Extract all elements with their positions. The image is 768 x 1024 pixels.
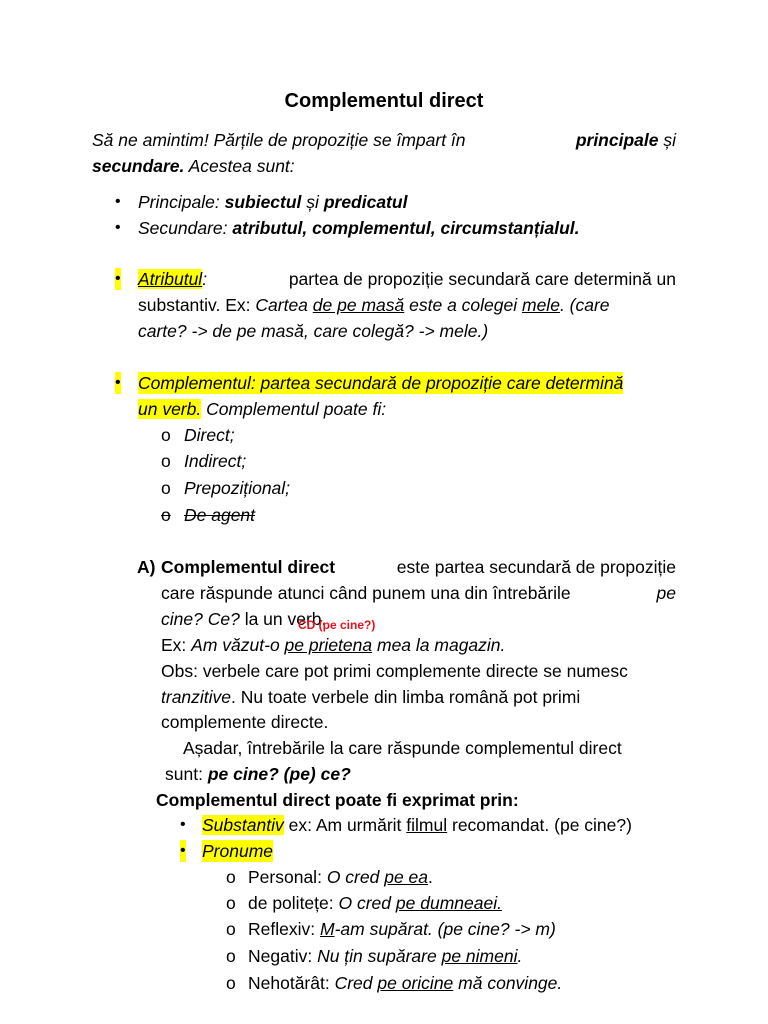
circle-bullet-icon: o <box>226 893 236 913</box>
text: . <box>517 946 523 966</box>
list-text: și <box>306 192 319 212</box>
intro-bold-secundare: secundare. <box>92 156 185 176</box>
pronoun-personal <box>248 866 433 888</box>
circle-bullet-icon: o <box>226 946 236 966</box>
pronoun-nehotarat <box>248 972 562 994</box>
text: tranzitive <box>161 687 232 707</box>
underlined-example: pe prietena <box>284 635 373 655</box>
circle-bullet-icon: o <box>226 867 236 887</box>
section-a-line-1 <box>161 556 676 578</box>
atribut-line-3: carte? -> de pe masă, care colegă? -> mele.) <box>138 321 489 341</box>
colon: : <box>202 269 208 289</box>
highlight-label: Substantiv <box>202 815 284 835</box>
underlined-example: pe dumneaei. <box>395 893 502 913</box>
text: Negativ: <box>248 946 313 966</box>
list-bold: atributul, complementul, circumstanțialul. <box>232 218 580 238</box>
text: Nehotărât: <box>248 973 330 993</box>
text: sunt: <box>165 764 203 784</box>
pronoun-reflexiv <box>248 918 556 940</box>
pronoun-politete <box>248 892 502 914</box>
obs-line-3: complemente directe. <box>161 712 329 732</box>
questions-bold: pe cine? (pe) ce? <box>207 764 351 784</box>
text: Cred <box>334 973 373 993</box>
intro-text-rest: Acestea sunt: <box>188 156 295 176</box>
expressed-substantiv <box>202 814 632 836</box>
cd-annotation: CD (pe cine?) <box>298 618 376 632</box>
section-a-label: A) <box>137 557 156 577</box>
underlined-example: filmul <box>406 815 448 835</box>
text: Personal: <box>248 867 322 887</box>
circle-bullet-icon: o <box>161 505 171 525</box>
bullet-icon: • <box>115 372 121 394</box>
text: Reflexiv: <box>248 919 316 939</box>
text: la un verb. <box>244 609 327 629</box>
text: O cred <box>326 867 380 887</box>
expressed-pronume: Pronume <box>202 841 274 861</box>
expressed-heading: Complementul direct poate fi exprimat prin: <box>156 790 519 810</box>
intro-bold-principale: principale <box>575 130 659 150</box>
type-item: Direct; <box>184 425 235 445</box>
section-a-term: Complementul direct <box>161 557 336 577</box>
intro-line-2 <box>92 155 295 177</box>
asadar-line-1: Așadar, întrebările la care răspunde complementul direct <box>183 738 622 758</box>
complement-text: Complementul poate fi: <box>206 399 387 419</box>
text: Ex: <box>161 635 187 655</box>
text: substantiv. Ex: <box>138 295 251 315</box>
obs-line-1: Obs: verbele care pot primi complemente directe se numesc <box>161 661 628 681</box>
text: . <box>428 867 433 887</box>
text: -am supărat. (pe cine? -> m) <box>334 919 556 939</box>
atribut-line-1 <box>138 268 676 290</box>
list-label: Principale: <box>138 192 220 212</box>
underlined-example: de pe masă <box>312 295 405 315</box>
underlined-example: mele <box>522 295 560 315</box>
bullet-icon: • <box>115 193 121 210</box>
intro-text-and: și <box>663 130 676 150</box>
circle-bullet-icon: o <box>226 973 236 993</box>
text: de politețe: <box>248 893 334 913</box>
text: ex: Am urmărit <box>288 815 402 835</box>
bullet-icon: • <box>115 268 121 290</box>
underlined-example: pe nimeni <box>441 946 518 966</box>
section-a-text: este partea secundară de propoziție <box>396 557 676 577</box>
obs-line-2 <box>161 686 676 708</box>
circle-bullet-icon: o <box>161 451 171 471</box>
type-item: Indirect; <box>184 451 247 471</box>
text: Am văzut-o <box>191 635 280 655</box>
underlined-example: pe oricine <box>377 973 454 993</box>
underlined-example: pe ea <box>384 867 429 887</box>
list-item-secundare <box>138 217 580 239</box>
intro-line-1 <box>92 129 676 151</box>
bullet-icon: • <box>115 219 121 236</box>
list-bold: subiectul <box>224 192 302 212</box>
bullet-icon: • <box>180 840 186 862</box>
section-a-line-2 <box>161 582 676 604</box>
text: Cartea <box>255 295 308 315</box>
complement-highlight: un verb. <box>138 399 202 419</box>
pronoun-negativ <box>248 945 522 967</box>
atribut-line-2 <box>138 294 610 316</box>
text: este a colegei <box>409 295 518 315</box>
underlined-example: M <box>319 919 335 939</box>
type-item: Prepozițional; <box>184 478 291 498</box>
text: cine? Ce? <box>161 609 240 629</box>
complement-line-2 <box>138 398 386 420</box>
circle-bullet-icon: o <box>161 425 171 445</box>
type-item-struck: De agent <box>184 505 256 525</box>
text: pe <box>656 583 676 603</box>
circle-bullet-icon: o <box>226 919 236 939</box>
text: mea la magazin. <box>377 635 506 655</box>
text: mă convinge. <box>458 973 563 993</box>
complement-line-1: Complementul: partea secundară de propoziție care determină <box>138 373 624 393</box>
list-item-principale <box>138 191 407 213</box>
section-a-example <box>161 634 505 656</box>
intro-text: Să ne amintim! Părțile de propoziție se împart în <box>92 130 466 150</box>
text: . (care <box>559 295 610 315</box>
list-label: Secundare: <box>138 218 228 238</box>
text: . Nu toate verbele din limba română pot primi <box>231 687 581 707</box>
page-title: Complementul direct <box>284 90 484 112</box>
bullet-icon: • <box>180 816 186 833</box>
text: O cred <box>338 893 392 913</box>
text: recomandat. (pe cine?) <box>452 815 632 835</box>
text: Nu țin supărare <box>317 946 437 966</box>
text: care răspunde atunci când punem una din întrebările <box>161 583 571 603</box>
list-bold: predicatul <box>323 192 408 212</box>
atribut-definition: partea de propoziție secundară care determină un <box>288 269 676 289</box>
asadar-line-2 <box>165 763 351 785</box>
atribut-term: Atributul <box>138 269 203 289</box>
circle-bullet-icon: o <box>161 478 171 498</box>
